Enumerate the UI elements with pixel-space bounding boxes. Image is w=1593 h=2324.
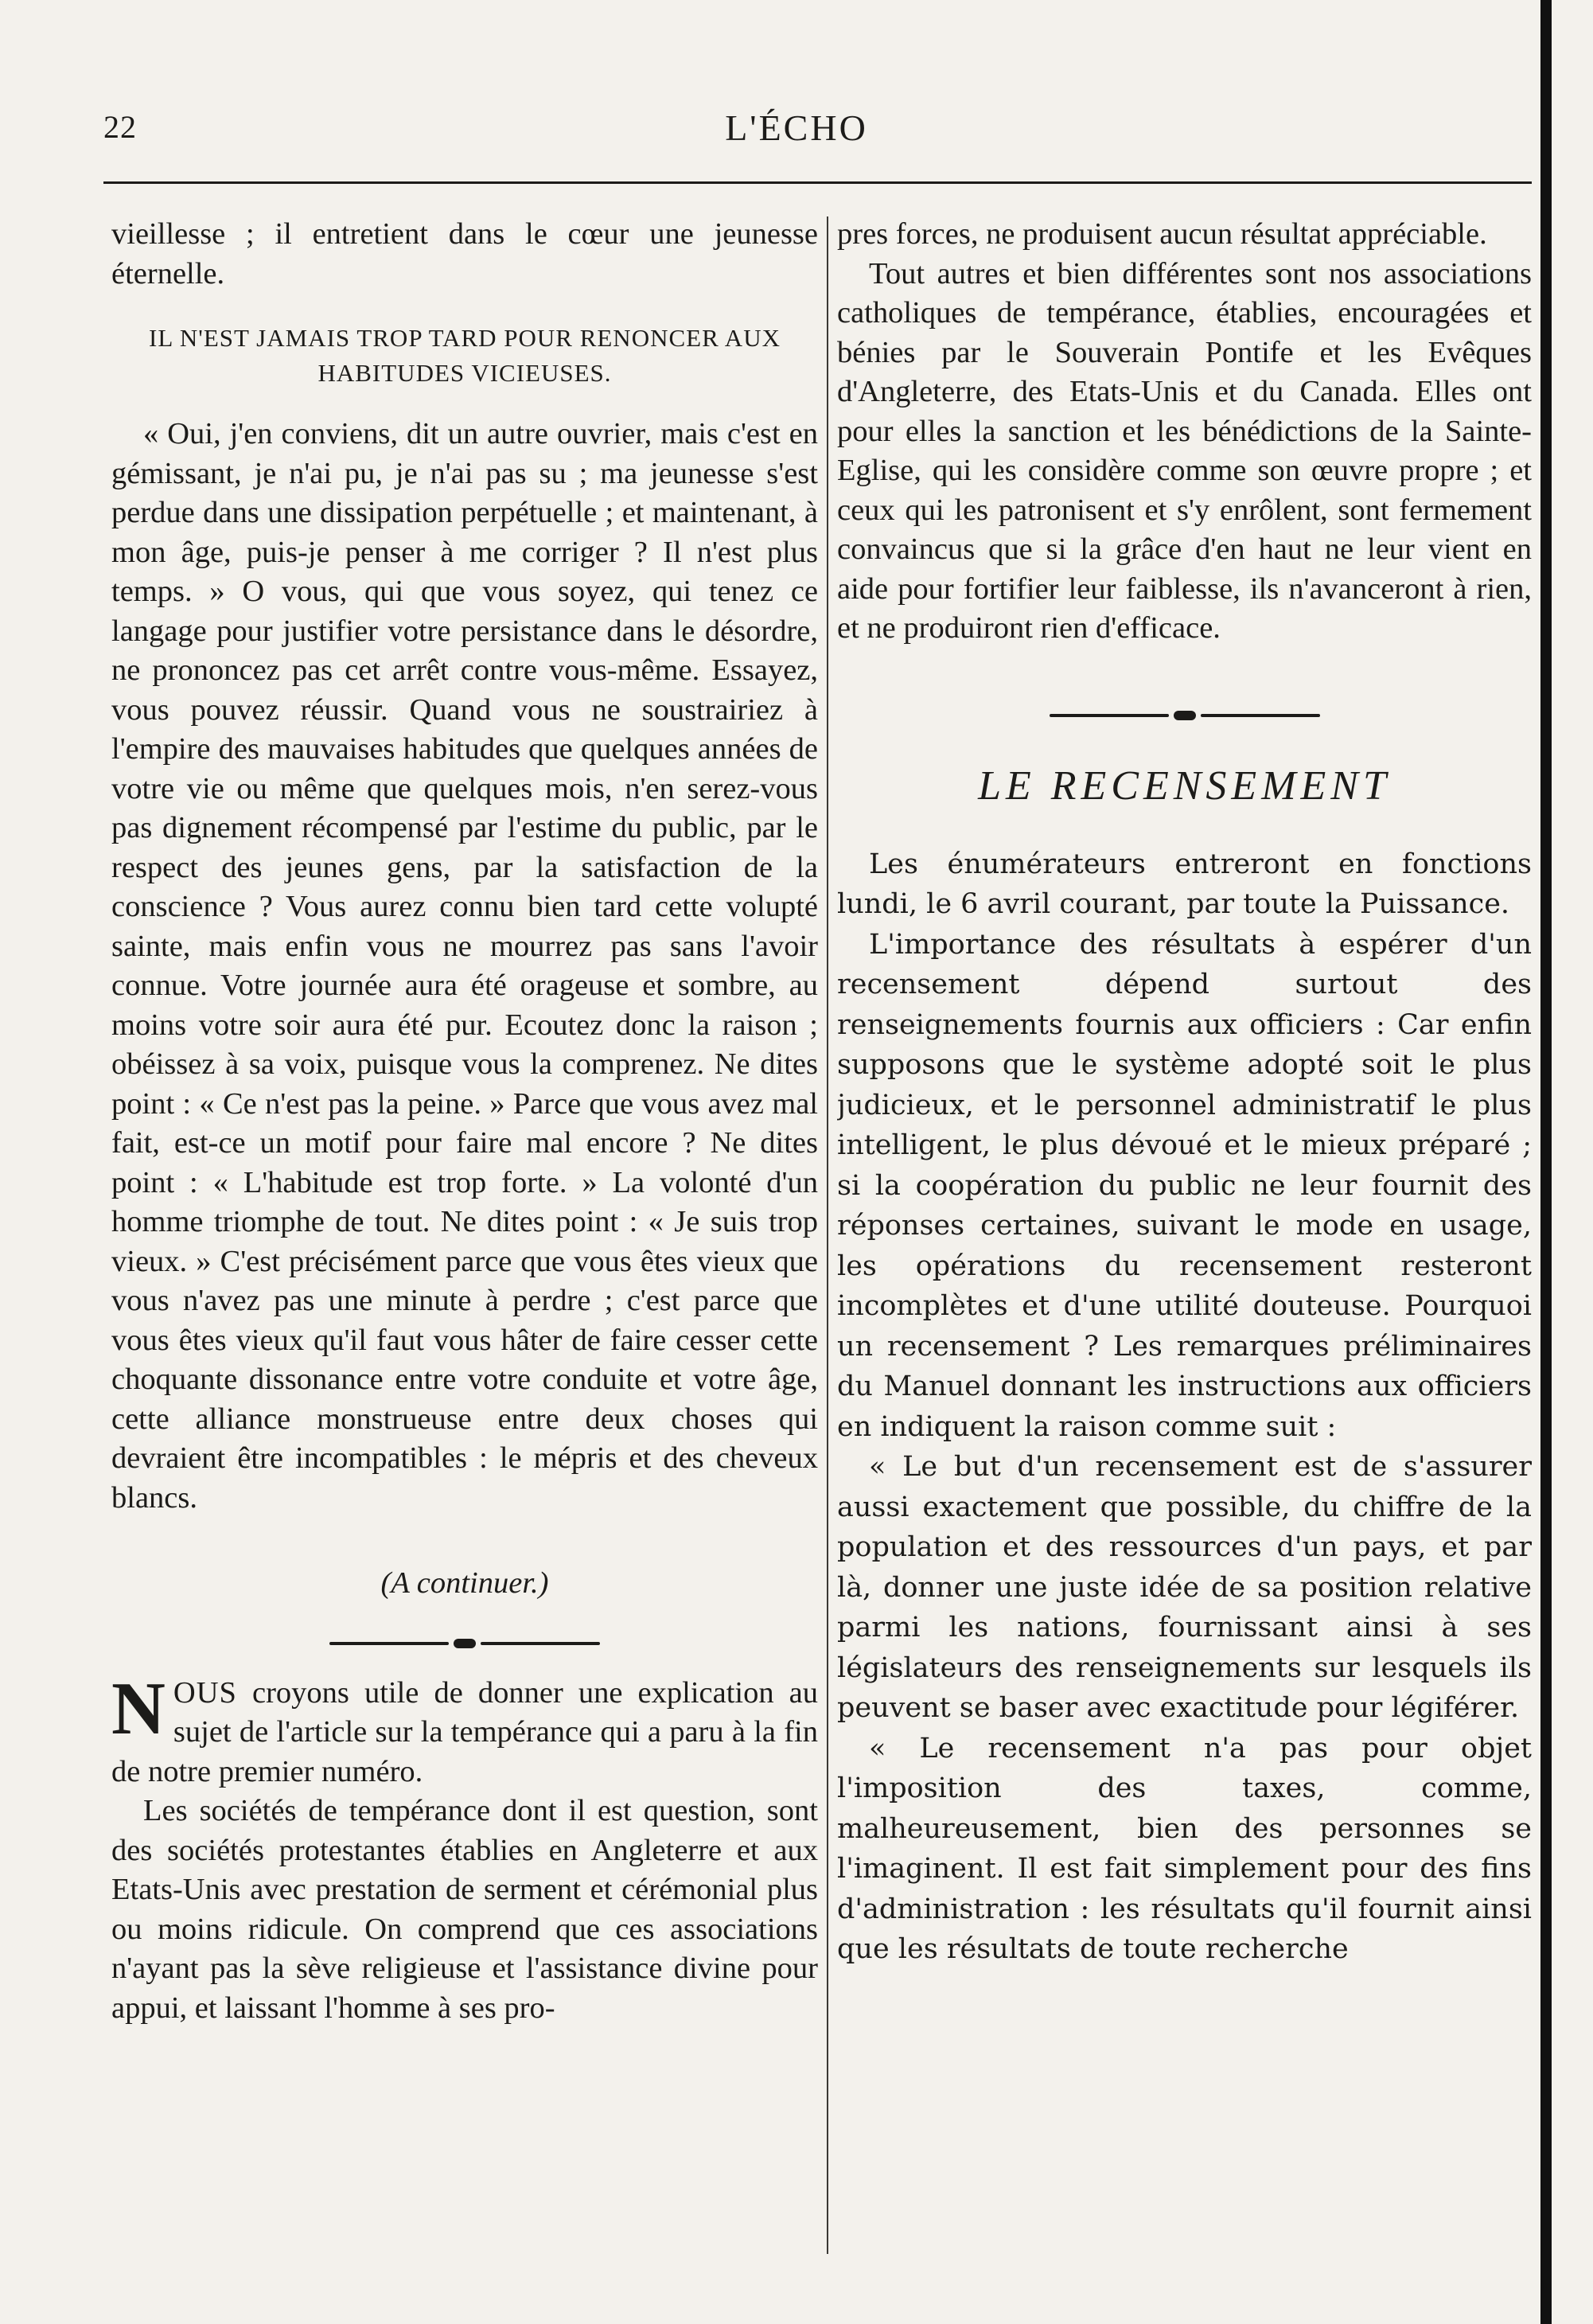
running-head: L'ÉCHO	[725, 107, 868, 148]
census-paragraph: Les énumérateurs entreront en fonctions lundi, le 6 avril courant, par toute la Puissance.	[837, 848, 1532, 920]
catholic-temperance-paragraph: Tout autres et bien différentes sont nos associations catholiques de tempérance, établies, encouragées et bénies par le Souverain Pontife et les Evêques d'Angleterre, des Etats-Unis et du Canada. Elles ont pour elles la sanction et les bénédictions de la Sainte-Eglise, qui les considère comme son œuvre propre ; et ceux qui les patronisent et s'y enrôlent, sont fermement convaincus que si la grâce d'en haut ne leur vient en aide pour fortifier leur faiblesse, ils n'avanceront à rien, et ne produiront rien d'efficace.	[837, 256, 1532, 645]
census-article-body	[837, 844, 1532, 1970]
quote-paragraph: « Oui, j'en conviens, dit un autre ouvrier, mais c'est en gémissant, je n'ai pu, je n'ai pas su ; ma jeunesse s'est perdue dans une dissipation perpétuelle ; et maintenant, à mon âge, puis-je penser à me corriger ? Il n'est plus temps. » O vous, qui que vous soyez, qui tenez ce langage pour justifier votre persistance dans le désordre, ne prononcez pas cet arrêt contre vous-même. Essayez, vous pouvez réussir. Quand vous ne soustrairiez à l'empire des mauvaises habitudes que quelques années de votre vie ou même que quelques mois, n'en serez-vous pas dignement récompensé par l'estime du public, par le respect des jeunes gens, par la satisfaction de la conscience ? Vous aurez connu bien tard cette volupté sainte, mais enfin vous ne mourrez pas sans l'avoir connue. Votre journée aura été orageuse et sombre, au moins votre soir aura été pur. Ecoutez donc la raison ; obéissez à sa voix, puisque vous la comprenez. Ne dites point : « Ce n'est pas la peine. » Parce que vous avez mal fait, est-ce un motif pour faire mal encore ? Ne dites point : « L'habitude est trop forte. » La volonté d'un homme triomphe de tout. Ne dites point : « Je suis trop vieux. » C'est précisément parce que vous êtes vieux que vous n'avez pas une minute à perdre ; c'est parce que vous êtes vieux qu'il faut vous hâter de faire cesser cette choquante dissonance entre votre conduite et votre âge, cette alliance monstrueuse entre deux choses qui devraient être incompatibles : le mépris et des cheveux blancs.	[111, 417, 818, 1515]
note-text: croyons utile de donner une explication au sujet de l'article sur la tempérance qui a paru à la fin de notre premier numéro.	[111, 1675, 818, 1788]
note-lead-word: OUS	[173, 1675, 237, 1710]
temperance-paragraph: Les sociétés de tempérance dont il est question, sont des sociétés protestantes établies en Angleterre et aux Etats-Unis avec prestation de serment et cérémonial plus ou moins ridicule. On comprend que ces associations n'ayant pas la sève religieuse et l'assistance divine pour appui, et laissant l'homme à ses pro-	[111, 1794, 818, 2025]
to-be-continued: (A continuer.)	[380, 1566, 549, 1600]
article-title: LE RECENSEMENT	[978, 762, 1391, 809]
right-column	[837, 215, 1532, 2300]
section-heading: IL N'EST JAMAIS TROP TARD POUR RENONCER AUX HABITUDES VICIEUSES.	[149, 324, 781, 387]
note-paragraph	[111, 1667, 818, 1792]
census-paragraph: « Le recensement n'a pas pour objet l'imposition des taxes, comme, malheureusement, bien des personnes se l'imaginent. Il est fait simplement pour des fins d'administration : les résultats qu'il fournit ainsi que les résultats de toute recherche	[837, 1732, 1532, 1965]
column-divider	[827, 216, 828, 2254]
drop-cap-letter: N	[111, 1667, 166, 1750]
page-edge-bar	[1540, 0, 1552, 2324]
ornament-divider	[837, 700, 1532, 731]
census-paragraph: « Le but d'un recensement est de s'assurer aussi exactement que possible, du chiffre de la population et des ressources d'un pays, et par là, donner une juste idée de sa position relative parmi les nations, fournissant ainsi à ses législateurs des renseignements sur lesquels ils peuvent se baser avec exactitude pour légiférer.	[837, 1451, 1532, 1724]
left-column	[111, 215, 818, 2300]
header-rule	[103, 181, 1532, 184]
continued-text: pres forces, ne produisent aucun résultat appréciable.	[837, 217, 1487, 251]
page-number: 22	[103, 109, 137, 145]
ornament-divider	[111, 1628, 818, 1659]
continued-text: vieillesse ; il entretient dans le cœur une jeunesse éternelle.	[111, 217, 818, 290]
census-paragraph: L'importance des résultats à espérer d'un recensement dépend surtout des renseignements fournis aux officiers : Car enfin supposons que le système adopté soit le plus judicieux, et le personnel administratif le plus intelligent, le plus dévoué et le mieux préparé ; si la coopération du public ne leur fournit des réponses certaines, suivant le mode en usage, les opérations du recensement resteront incomplètes et d'une utilité douteuse. Pourquoi un recensement ? Les remarques préliminaires du Manuel donnant les instructions aux officiers en indiquent la raison comme suit :	[837, 928, 1532, 1443]
